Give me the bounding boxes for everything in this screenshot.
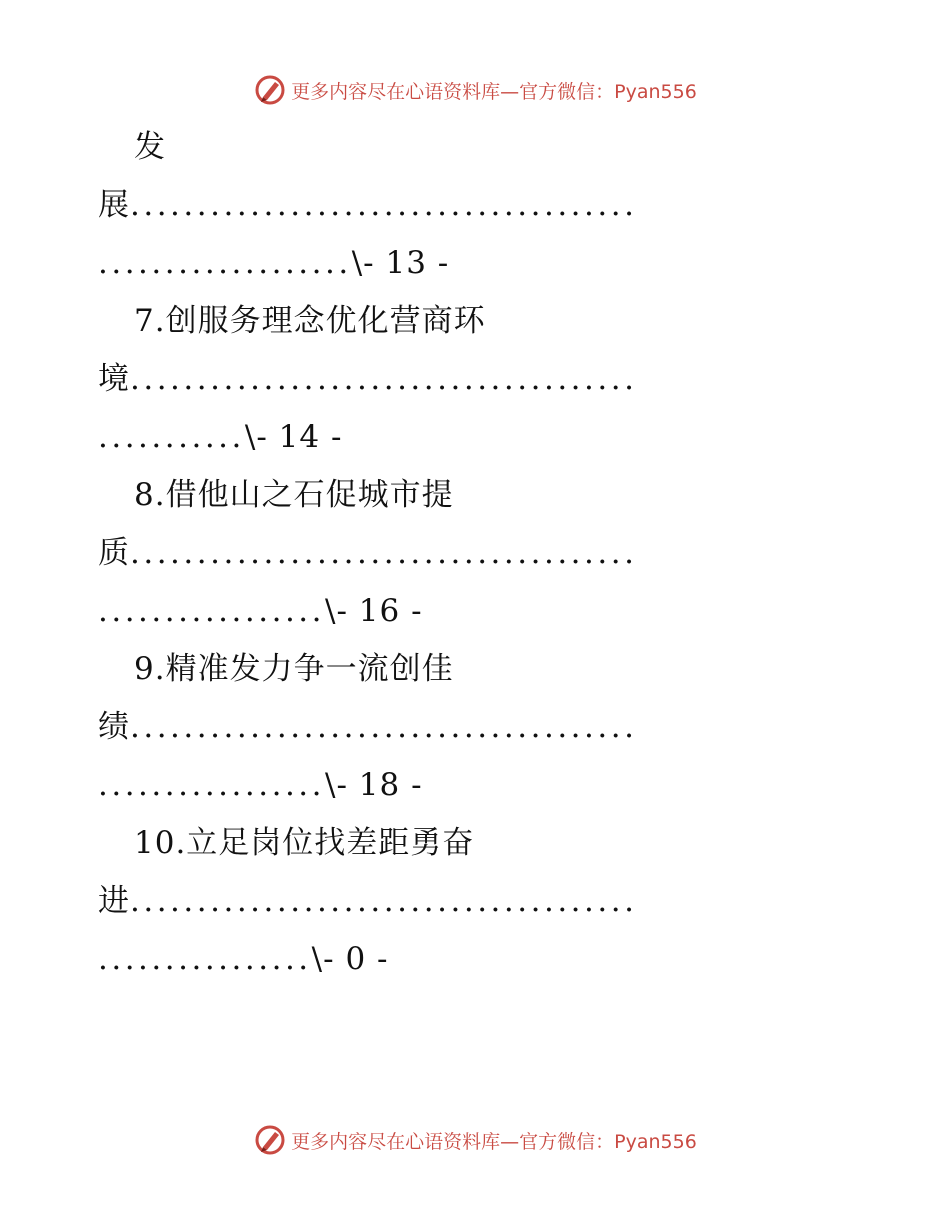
dot-leader: ......................................: [130, 709, 638, 745]
toc-entry-page: \- 16 -: [325, 593, 423, 629]
toc-entry-leader[interactable]: [98, 524, 848, 582]
toc-entry-leader[interactable]: [98, 872, 848, 930]
toc-entry-title-end: 进: [98, 883, 130, 919]
toc-entry-title[interactable]: 发: [134, 129, 166, 165]
watermark-text: 更多内容尽在心语资料库—官方微信：Pyan556: [291, 1130, 697, 1153]
header-watermark: [0, 70, 950, 110]
table-of-contents: [98, 118, 848, 988]
toc-entry-title-end: 展: [98, 187, 130, 223]
toc-entry-title[interactable]: 7.创服务理念优化营商环: [134, 303, 486, 339]
dot-leader: ...........: [98, 419, 245, 455]
toc-entry-page: \- 14 -: [244, 419, 343, 455]
toc-entry-title[interactable]: 9.精准发力争一流创佳: [134, 651, 454, 687]
toc-entry-leader[interactable]: [98, 176, 848, 234]
toc-entry-page-line[interactable]: [98, 930, 848, 988]
dot-leader: .................: [98, 593, 326, 629]
toc-entry-title[interactable]: 8.借他山之石促城市提: [134, 477, 454, 513]
toc-entry-page: \- 18 -: [325, 767, 423, 803]
dot-leader: ......................................: [130, 883, 638, 919]
toc-entry-title-end: 境: [98, 361, 130, 397]
watermark-text: 更多内容尽在心语资料库—官方微信：Pyan556: [291, 80, 697, 103]
pen-logo-icon: [253, 1123, 287, 1157]
toc-entry-page-line[interactable]: [98, 234, 848, 292]
dot-leader: .................: [98, 767, 326, 803]
toc-entry-title-end: 绩: [98, 709, 130, 745]
dot-leader: ......................................: [130, 187, 638, 223]
dot-leader: ......................................: [130, 535, 638, 571]
dot-leader: ......................................: [130, 361, 638, 397]
toc-entry-page-line[interactable]: [98, 582, 848, 640]
toc-entry-leader[interactable]: [98, 350, 848, 408]
dot-leader: ................: [98, 941, 312, 977]
toc-entry-title[interactable]: 10.立足岗位找差距勇奋: [134, 825, 475, 861]
dot-leader: ...................: [98, 245, 352, 281]
toc-entry-page-line[interactable]: [98, 408, 848, 466]
toc-entry-page-line[interactable]: [98, 756, 848, 814]
toc-entry-page: \- 0 -: [311, 941, 389, 977]
pen-logo-icon: [253, 73, 287, 107]
toc-entry-leader[interactable]: [98, 698, 848, 756]
toc-entry-title-end: 质: [98, 535, 130, 571]
footer-watermark: [0, 1120, 950, 1160]
toc-entry-page: \- 13 -: [351, 245, 450, 281]
